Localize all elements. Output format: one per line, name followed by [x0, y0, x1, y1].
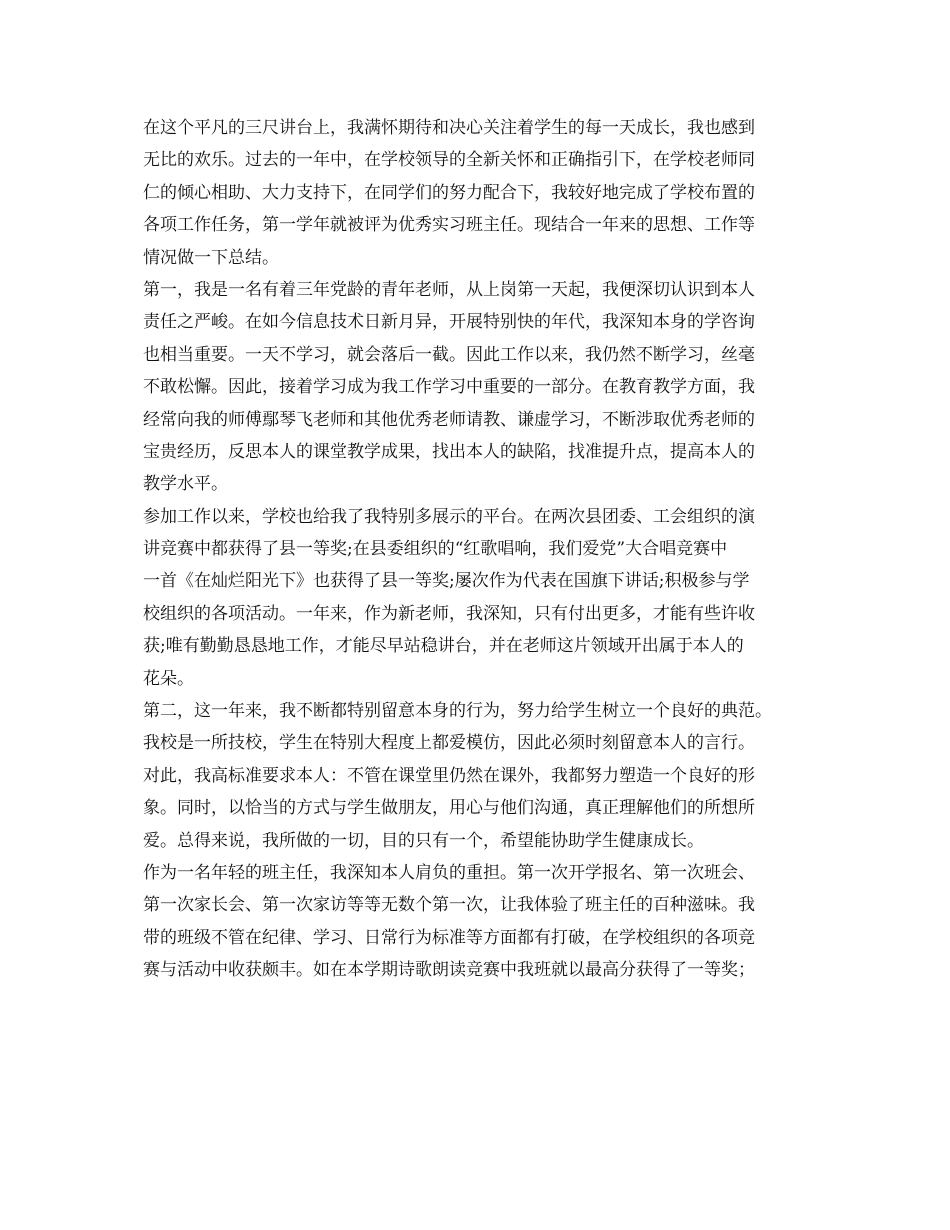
text-line: 各项工作任务，第一学年就被评为优秀实习班主任。现结合一年来的思想、工作等	[143, 215, 755, 236]
text-line: 经常向我的师傅鄢琴飞老师和其他优秀老师请教、谦虚学习，不断涉取优秀老师的	[143, 409, 755, 430]
text-line: 一首《在灿烂阳光下》也获得了县一等奖;屡次作为代表在国旗下讲话;积极参与学	[143, 571, 750, 592]
text-line: 校组织的各项活动。一年来，作为新老师，我深知，只有付出更多，才能有些许收	[143, 603, 755, 624]
text-line: 教学水平。	[143, 474, 228, 495]
text-line: 第二，这一年来，我不断都特别留意本身的行为，努力给学生树立一个良好的典范。	[143, 701, 772, 722]
text-line: 讲竞赛中都获得了县一等奖;在县委组织的“红歌唱响，我们爱党”大合唱竞赛中	[143, 539, 728, 560]
text-line: 作为一名年轻的班主任，我深知本人肩负的重担。第一次开学报名、第一次班会、	[143, 862, 755, 883]
text-line: 第一，我是一名有着三年党龄的青年老师，从上岗第一天起，我便深切认识到本人	[143, 279, 755, 300]
document-body	[143, 112, 823, 987]
text-line: 责任之严峻。在如今信息技术日新月异，开展特别快的年代，我深知本身的学咨询	[143, 312, 755, 333]
text-line: 无比的欢乐。过去的一年中，在学校领导的全新关怀和正确指引下，在学校老师同	[143, 150, 755, 171]
text-line: 花朵。	[143, 668, 194, 689]
text-line: 不敢松懈。因此，接着学习成为我工作学习中重要的一部分。在教育教学方面，我	[143, 377, 755, 398]
text-line: 也相当重要。一天不学习，就会落后一截。因此工作以来，我仍然不断学习，丝毫	[143, 344, 755, 365]
text-line: 仁的倾心相助、大力支持下，在同学们的努力配合下，我较好地完成了学校布置的	[143, 182, 755, 203]
text-line: 参加工作以来，学校也给我了我特别多展示的平台。在两次县团委、工会组织的演	[143, 506, 755, 527]
text-line: 我校是一所技校，学生在特别大程度上都爱模仿，因此必须时刻留意本人的言行。	[143, 733, 755, 754]
text-line: 获;唯有勤勤恳恳地工作，才能尽早站稳讲台，并在老师这片领域开出属于本人的	[143, 636, 744, 657]
text-line: 带的班级不管在纪律、学习、日常行为标准等方面都有打破，在学校组织的各项竞	[143, 927, 755, 948]
text-line: 爱。总得来说，我所做的一切，目的只有一个，希望能协助学生健康成长。	[143, 830, 704, 851]
text-line: 情况做一下总结。	[143, 247, 279, 268]
text-line: 象。同时，以恰当的方式与学生做朋友，用心与他们沟通，真正理解他们的所想所	[143, 798, 755, 819]
text-line: 宝贵经历，反思本人的课堂教学成果，找出本人的缺陷，找准提升点，提高本人的	[143, 441, 755, 462]
text-line: 在这个平凡的三尺讲台上，我满怀期待和决心关注着学生的每一天成长，我也感到	[143, 118, 755, 138]
text-line: 第一次家长会、第一次家访等等无数个第一次，让我体验了班主任的百种滋味。我	[143, 895, 755, 916]
text-line: 赛与活动中收获颇丰。如在本学期诗歌朗读竞赛中我班就以最高分获得了一等奖；	[143, 960, 755, 981]
text-line: 对此，我高标准要求本人：不管在课堂里仍然在课外，我都努力塑造一个良好的形	[143, 765, 755, 786]
